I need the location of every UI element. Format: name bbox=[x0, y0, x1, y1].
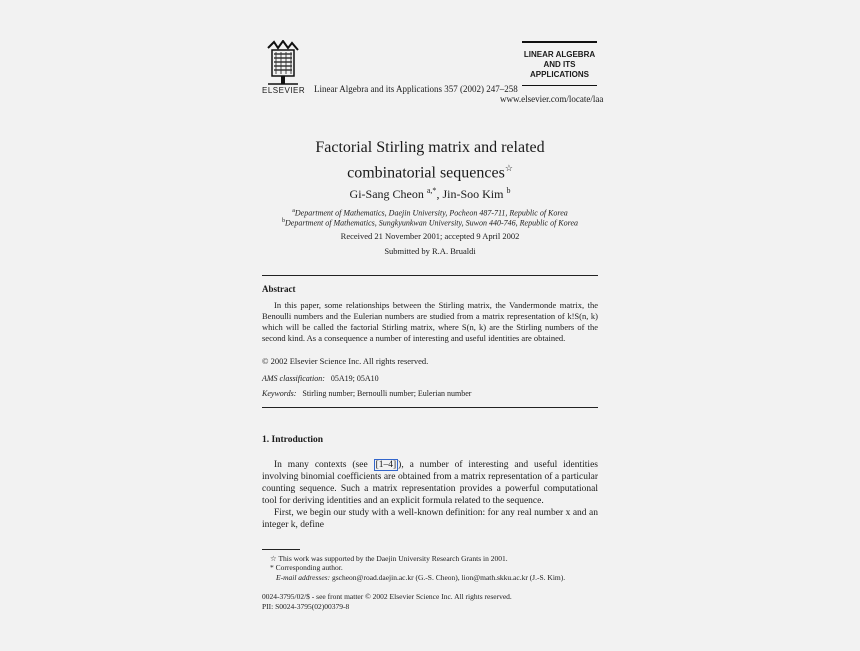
section-heading-introduction: 1. Introduction bbox=[262, 435, 324, 445]
abstract-text: In this paper, some relationships between the Stirling matrix, the Vandermonde matrix, the Benoulli numbers and the Eulerian numbers are studied from a matrix representation of k!S(n, k) which will be called the factorial Stirling matrix, where S(n, k) are the Stirling numbers of the second kind. As a consequence a number of interesting and useful identities are obtained. bbox=[262, 300, 598, 343]
title-line bbox=[262, 158, 598, 183]
email-label: E-mail addresses: bbox=[276, 573, 331, 582]
journal-reference: Linear Algebra and its Applications 357 (2002) 247–258 bbox=[314, 84, 518, 94]
affiliation-a bbox=[262, 208, 598, 218]
pii-line: PII: S0024-3795(02)00379-8 bbox=[262, 602, 350, 611]
intro-text: First, we begin our study with a well-known definition: for any real number x and an integer k, define bbox=[262, 508, 598, 530]
author-affiliation-mark[interactable]: a,* bbox=[426, 186, 437, 195]
ams-label: AMS classification: bbox=[262, 374, 325, 383]
abstract-rule-bottom bbox=[262, 407, 598, 408]
abstract-heading: Abstract bbox=[262, 284, 296, 294]
abstract-rule-top bbox=[262, 275, 598, 276]
intro-text: In many contexts (see bbox=[274, 460, 374, 470]
intro-paragraph-2 bbox=[262, 507, 598, 531]
email-addresses[interactable]: gscheon@road.daejin.ac.kr (G.-S. Cheon), lion@math.skku.ac.kr (J.-S. Kim). bbox=[331, 573, 566, 582]
keywords bbox=[262, 389, 471, 398]
author-name: Jin-Soo Kim bbox=[442, 187, 504, 201]
author-line bbox=[262, 186, 598, 202]
title-line-text: combinatorial sequences bbox=[347, 164, 505, 182]
affiliation-b bbox=[262, 218, 598, 228]
journal-name-line: LINEAR ALGEBRA bbox=[523, 50, 596, 59]
intro-paragraph-1 bbox=[262, 459, 598, 507]
keywords-label: Keywords: bbox=[262, 389, 297, 398]
keywords-value: Stirling number; Bernoulli number; Eulerian number bbox=[302, 389, 472, 398]
journal-name-block bbox=[522, 50, 597, 80]
title-footnote-mark[interactable]: ☆ bbox=[504, 163, 513, 173]
submitted-by: Submitted by R.A. Brualdi bbox=[384, 246, 476, 256]
elsevier-tree-logo-icon bbox=[264, 40, 302, 92]
journal-name-line: APPLICATIONS bbox=[530, 70, 589, 79]
footnote-email bbox=[276, 573, 565, 582]
abstract-copyright: © 2002 Elsevier Science Inc. All rights reserved. bbox=[262, 356, 429, 366]
publisher-name: ELSEVIER bbox=[262, 86, 306, 95]
footnote-funding: ☆ This work was supported by the Daejin University Research Grants in 2001. bbox=[270, 554, 508, 563]
title-line: Factorial Stirling matrix and related bbox=[315, 139, 545, 156]
footnote-rule bbox=[262, 549, 300, 550]
citation-link[interactable]: [1–4] bbox=[375, 460, 397, 470]
author-name: Gi-Sang Cheon bbox=[349, 187, 424, 201]
author-affiliation-mark[interactable]: b bbox=[506, 186, 511, 195]
footnote-corresponding: * Corresponding author. bbox=[270, 563, 343, 572]
received-dates: Received 21 November 2001; accepted 9 April 2002 bbox=[340, 231, 520, 241]
affiliation-mark: a bbox=[292, 208, 295, 214]
paper-title bbox=[262, 138, 598, 183]
author-separator: , bbox=[436, 187, 443, 201]
journal-rule-bottom bbox=[522, 85, 597, 86]
journal-rule-top bbox=[522, 41, 597, 43]
journal-website-link[interactable]: www.elsevier.com/locate/laa bbox=[500, 94, 604, 104]
intro-text: ), a number of interesting and useful identities involving binomial coefficients are obtained from a matrix representation of a particular counting sequence. Such a matrix representation provides a powerful computational tool for deriving identities and an explicit formula related to the sequence. bbox=[262, 460, 598, 506]
affiliation-text: Department of Mathematics, Sungkyunkwan University, Suwon 440-746, Republic of Korea bbox=[285, 218, 578, 228]
affiliation-text: Department of Mathematics, Daejin University, Pocheon 487-711, Republic of Korea bbox=[294, 208, 568, 218]
front-matter-line: 0024-3795/02/$ - see front matter © 2002 Elsevier Science Inc. All rights reserved. bbox=[262, 592, 512, 601]
journal-name-line: AND ITS bbox=[543, 60, 576, 69]
ams-classification bbox=[262, 374, 379, 383]
affiliation-mark: b bbox=[282, 218, 285, 224]
abstract-body bbox=[262, 300, 598, 344]
ams-value: 05A19; 05A10 bbox=[330, 374, 379, 383]
